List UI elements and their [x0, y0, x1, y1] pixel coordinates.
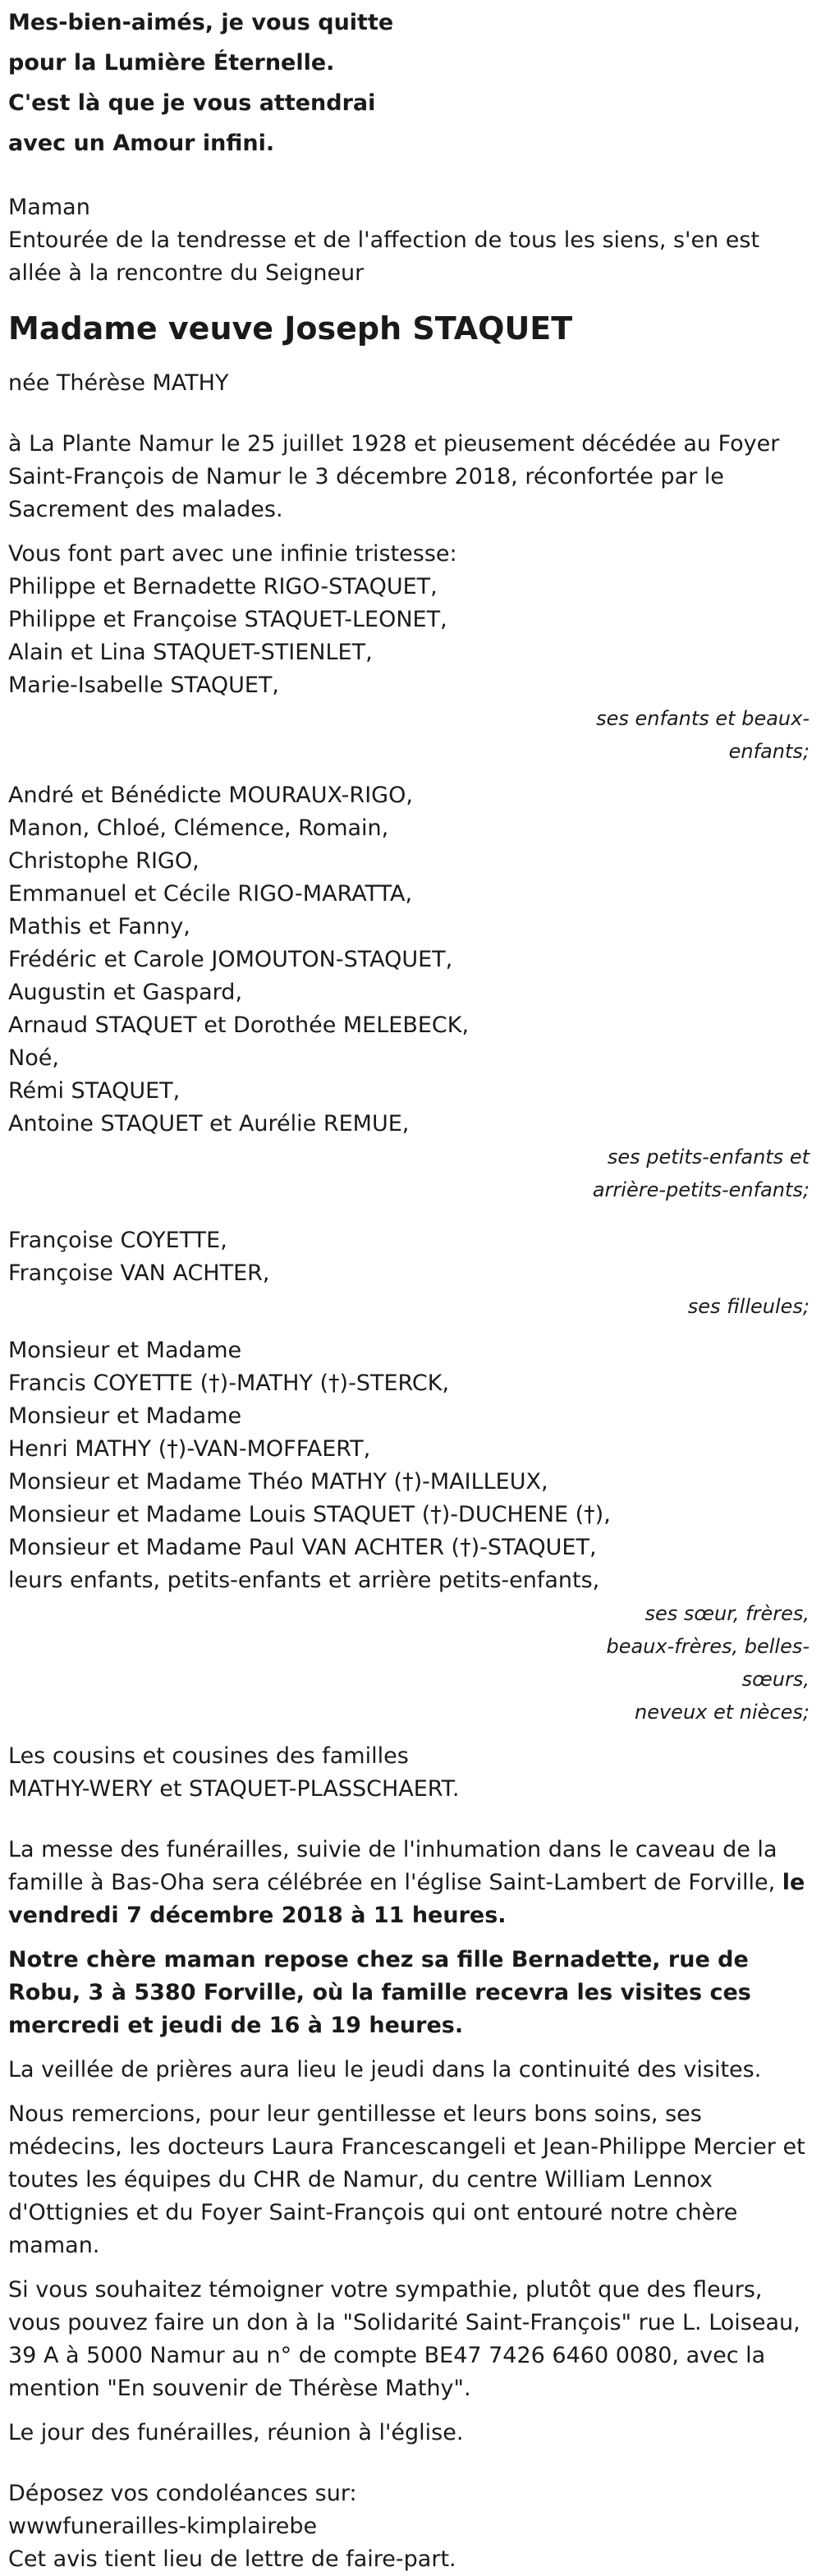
- thanks-text: Nous remercions, pour leur gentillesse et leurs bons soins, ses médecins, les docteurs Laura Francescangeli et Jean-Philippe Mercier et toutes les équipes du CHR de Namur, du centre William Lennox d'Ottignies et du Foyer Saint-François qui ont entouré notre chère maman.: [8, 2101, 805, 2258]
- siblings-list: [8, 1334, 810, 1597]
- funeral-mass-paragraph: [8, 1834, 810, 1932]
- list-item: Monsieur et Madame: [8, 1338, 242, 1363]
- list-item: André et Bénédicte MOURAUX-RIGO,: [8, 783, 413, 808]
- list-item: Christophe RIGO,: [8, 848, 200, 874]
- poem: [8, 0, 810, 163]
- list-item: Marie-Isabelle STAQUET,: [8, 673, 279, 698]
- list-item: Françoise COYETTE,: [8, 1228, 227, 1253]
- godchildren-role: ses filleules;: [687, 1295, 810, 1318]
- prayer-vigil-text: La veillée de prières aura lieu le jeudi dans la continuité des visites.: [8, 2057, 762, 2082]
- cousins-list: [8, 1740, 810, 1806]
- nephews-role: neveux et nièces;: [635, 1701, 810, 1724]
- children-list: [8, 571, 810, 702]
- siblings-role: ses sœur, frères, beaux-frères, belles-sœurs,: [606, 1602, 810, 1691]
- donation-text: Si vous souhaitez témoigner votre sympathie, plutôt que des fleurs, vous pouvez faire un don à la "Solidarité Saint-François" rue L. Loiseau, 39 A à 5000 Namur au n° de compte BE47 7426 6460 0080, avec la mention "En souvenir de Thérèse Mathy".: [8, 2277, 800, 2401]
- poem-line: Mes-bien-aimés, je vous quitte: [8, 10, 394, 35]
- list-item: Les cousins et cousines des familles: [8, 1743, 409, 1769]
- poem-line: pour la Lumière Éternelle.: [8, 50, 335, 76]
- entouree-text: Entourée de la tendresse et de l'affection de tous les siens, s'en est allée à la rencontre du Seigneur: [8, 227, 760, 286]
- list-item: Noé,: [8, 1045, 59, 1071]
- list-item: MATHY-WERY et STAQUET-PLASSCHAERT.: [8, 1776, 460, 1802]
- funeral-mass-date: le vendredi 7 décembre 2018 à 11 heures.: [8, 1870, 805, 1928]
- list-item: Francis COYETTE (†)-MATHY (†)-STERCK,: [8, 1371, 450, 1396]
- announcement-text: Vous font part avec une infinie tristesse:: [8, 541, 457, 567]
- list-item: Arnaud STAQUET et Dorothée MELEBECK,: [8, 1012, 470, 1038]
- birth-name: née Thérèse MATHY: [8, 370, 229, 396]
- list-item: Philippe et Françoise STAQUET-LEONET,: [8, 607, 447, 632]
- maman-label: Maman: [8, 195, 90, 220]
- list-item: Mathis et Fanny,: [8, 914, 190, 939]
- list-item: Philippe et Bernadette RIGO-STAQUET,: [8, 574, 438, 599]
- list-item: Emmanuel et Cécile RIGO-MARATTA,: [8, 881, 413, 907]
- godchildren-list: [8, 1224, 810, 1290]
- condolences-label: Déposez vos condoléances sur:: [8, 2481, 357, 2506]
- list-item: Alain et Lina STAQUET-STIENLET,: [8, 640, 373, 665]
- list-item: Monsieur et Madame Théo MATHY (†)-MAILLEUX,: [8, 1469, 548, 1495]
- poem-line: C'est là que je vous attendrai: [8, 90, 376, 116]
- funeral-mass-text: La messe des funérailles, suivie de l'inhumation dans le caveau de la famille à Bas-Oha sera célébrée en l'église Saint-Lambert de Forville,: [8, 1837, 782, 1895]
- visitation-text: Notre chère maman repose chez sa fille Bernadette, rue de Robu, 3 à 5380 Forville, où la famille recevra les visites ces mercredi et jeudi de 16 à 19 heures.: [8, 1947, 751, 2038]
- grandchildren-role: ses petits-enfants et arrière-petits-enfants;: [592, 1146, 810, 1201]
- list-item: Rémi STAQUET,: [8, 1078, 181, 1104]
- notice-text: Cet avis tient lieu de lettre de faire-part.: [8, 2546, 456, 2572]
- poem-line: avec un Amour infini.: [8, 131, 275, 156]
- list-item: Monsieur et Madame Louis STAQUET (†)-DUCHENE (†),: [8, 1502, 611, 1527]
- grandchildren-list: [8, 779, 810, 1141]
- list-item: Françoise VAN ACHTER,: [8, 1260, 270, 1286]
- condolences-website[interactable]: wwwfunerailles-kimplairebe: [8, 2514, 318, 2539]
- list-item: Monsieur et Madame: [8, 1403, 242, 1429]
- list-item: Frédéric et Carole JOMOUTON-STAQUET,: [8, 947, 453, 972]
- list-item: Monsieur et Madame Paul VAN ACHTER (†)-STAQUET,: [8, 1535, 597, 1560]
- children-role: ses enfants et beaux-enfants;: [596, 707, 810, 763]
- deceased-name: Madame veuve Joseph STAQUET: [8, 310, 573, 347]
- birth-death-details: à La Plante Namur le 25 juillet 1928 et pieusement décédée au Foyer Saint-François de Namur le 3 décembre 2018, réconfortée par le Sacrement des malades.: [8, 431, 780, 522]
- list-item: Manon, Chloé, Clémence, Romain,: [8, 815, 389, 841]
- list-item: leurs enfants, petits-enfants et arrière petits-enfants,: [8, 1568, 600, 1593]
- list-item: Augustin et Gaspard,: [8, 980, 243, 1005]
- meeting-text: Le jour des funérailles, réunion à l'église.: [8, 2420, 464, 2445]
- list-item: Antoine STAQUET et Aurélie REMUE,: [8, 1111, 410, 1136]
- list-item: Henri MATHY (†)-VAN-MOFFAERT,: [8, 1436, 371, 1462]
